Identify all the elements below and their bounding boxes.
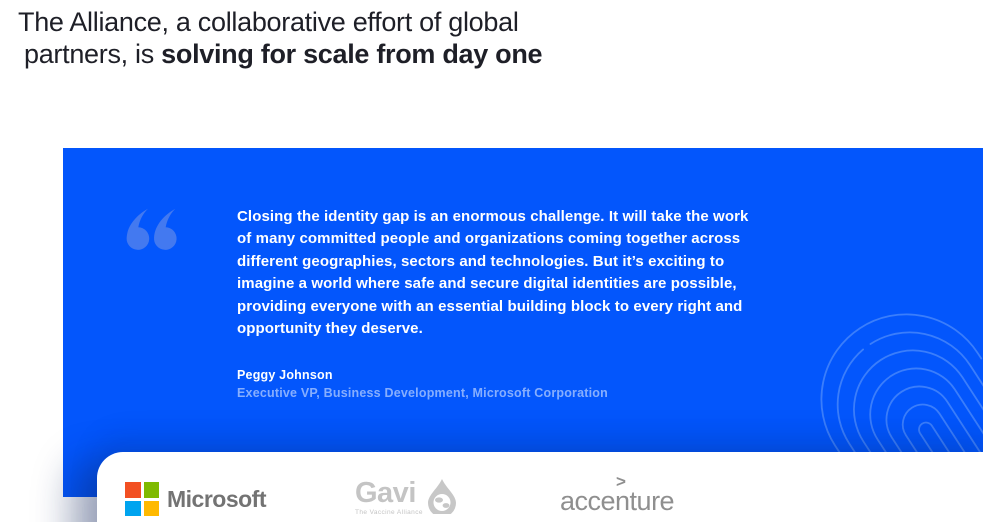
logo-accenture: [560, 474, 680, 520]
quote-icon: [126, 208, 178, 252]
logo-microsoft: [125, 482, 266, 516]
gavi-logo-text: Gavi: [355, 477, 416, 509]
attribution-title: Executive VP, Business Development, Microsoft Corporation: [237, 386, 608, 400]
quote-card: [63, 148, 983, 497]
microsoft-logo-text: Microsoft: [167, 485, 266, 512]
gavi-logo-subtext: The Vaccine Alliance: [355, 509, 423, 516]
page-title: [18, 6, 658, 70]
gavi-droplet-globe-icon: [427, 478, 457, 514]
partners-card: [97, 452, 983, 522]
quote-text: Closing the identity gap is an enormous challenge. It will take the work of many committed people and organizations coming together across different geographies, sectors and technologies. But it’s exciting to imagine a world where safe and secure digital identities are possible, providing everyone with an essential building block to every right and opportunity they deserve.: [237, 208, 749, 338]
logo-gavi: [355, 477, 457, 516]
page-title-line1: The Alliance, a collaborative effort of global: [18, 7, 519, 37]
accenture-logo-text: accenture: [560, 486, 675, 516]
microsoft-squares-icon: [125, 482, 159, 516]
attribution-name: Peggy Johnson: [237, 368, 333, 382]
page-title-line2: partners, is solving for scale from day one: [24, 39, 543, 69]
accenture-chevron-icon: >: [616, 472, 626, 491]
